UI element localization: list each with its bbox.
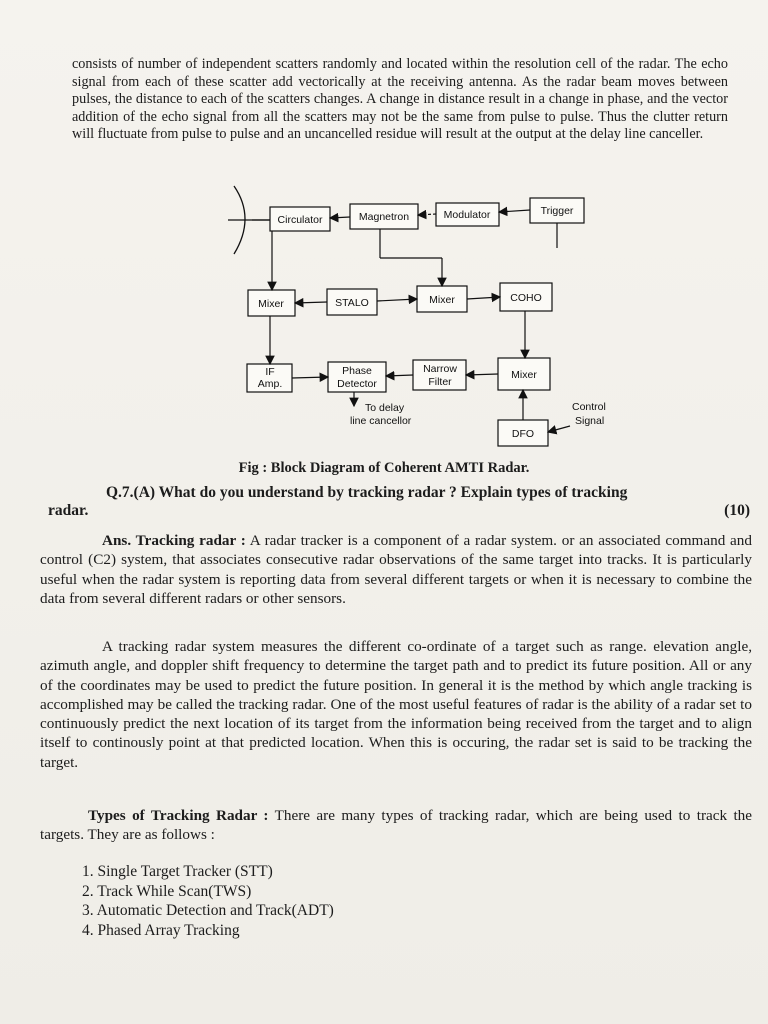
modulator-label: Modulator (443, 209, 491, 221)
narrow-filter-label-2: Filter (428, 376, 452, 388)
intro-paragraph: consists of number of independent scatters randomly and located within the resolution cell of the radar. The echo signal from each of these scatter add vectorically at the receiving antenna. As the radar beam moves between pulses, the distance to each of the scatters changes. A change in distance result in a change in phase, and the vector addition of the echo signal from all the scatters may not be the same from pulse to pulse. Thus the clutter return will fluctuate from pulse to pulse and an uncancelled residue will result at the output at the delay line canceller. (72, 56, 728, 143)
phase-detector-label-1: Phase (342, 365, 372, 377)
answer-lead: Ans. Tracking radar : (102, 532, 246, 549)
answer-paragraph-1 (40, 531, 752, 608)
if-amp-label-1: IF (265, 366, 275, 378)
answer-paragraph-2 (40, 637, 752, 772)
trigger-label: Trigger (540, 205, 574, 217)
question-text-tail: radar. (48, 502, 89, 519)
stalo-label: STALO (335, 297, 369, 309)
to-delay-label-2: line cancellor (350, 415, 412, 427)
question-heading (48, 484, 750, 520)
types-paragraph (40, 806, 752, 845)
mixer3-label: Mixer (511, 369, 537, 381)
control-label-1: Control (572, 401, 606, 413)
magnetron-label: Magnetron (358, 211, 410, 223)
figure-caption: Fig : Block Diagram of Coherent AMTI Radar. (238, 460, 530, 476)
question-text: Q.7.(A) What do you understand by tracking radar ? Explain types of tracking (106, 484, 628, 501)
if-amp-label-2: Amp. (257, 378, 283, 390)
list-item: 3. Automatic Detection and Track(ADT) (82, 902, 334, 919)
types-heading: Types of Tracking Radar : (88, 807, 269, 824)
answer-para1-text: A radar tracker is a component of a radar system. or an associated command and control (C2) system, that associates consecutive radar observations of the same target into tracks. It is particularly useful when the radar system is reporting data from several different targets or when it is necessary to combine the data from several different radars or other sensors. (40, 532, 752, 607)
amti-block-diagram (220, 178, 640, 453)
list-item: 4. Phased Array Tracking (82, 921, 240, 939)
phase-detector-label-2: Detector (337, 378, 377, 390)
mixer2-label: Mixer (429, 294, 455, 306)
tracking-types-list (82, 862, 582, 940)
types-intro: There are many types of tracking radar, which are being used to track the targets. They are as follows : (40, 807, 753, 844)
list-item: 1. Single Target Tracker (STT) (82, 863, 273, 880)
answer-para2-text: A tracking radar system measures the different co-ordinate of a target such as range. elevation angle, azimuth angle, and doppler shift frequency to determine the target path and to predict its future position. All or any of the coordinates may be used to predict the future position. In general it is the method by which angle tracking is accomplished may be called the tracking radar. One of the most useful features of radar is the ability of a radar set to continuously predict the next location of its target from the information being received from the target and to align itself to continously point at that predicted location. When this is occuring, the radar set is said to be tracking the target. (40, 638, 752, 771)
dfo-label: DFO (511, 428, 535, 440)
question-marks: (10) (724, 502, 750, 519)
coho-label: COHO (510, 292, 542, 304)
control-label-2: Signal (575, 415, 605, 427)
list-item: 2. Track While Scan(TWS) (82, 882, 252, 900)
circulator-label: Circulator (277, 214, 323, 226)
to-delay-label-1: To delay (365, 402, 405, 414)
mixer1-label: Mixer (258, 298, 284, 310)
narrow-filter-label-1: Narrow (423, 363, 457, 375)
